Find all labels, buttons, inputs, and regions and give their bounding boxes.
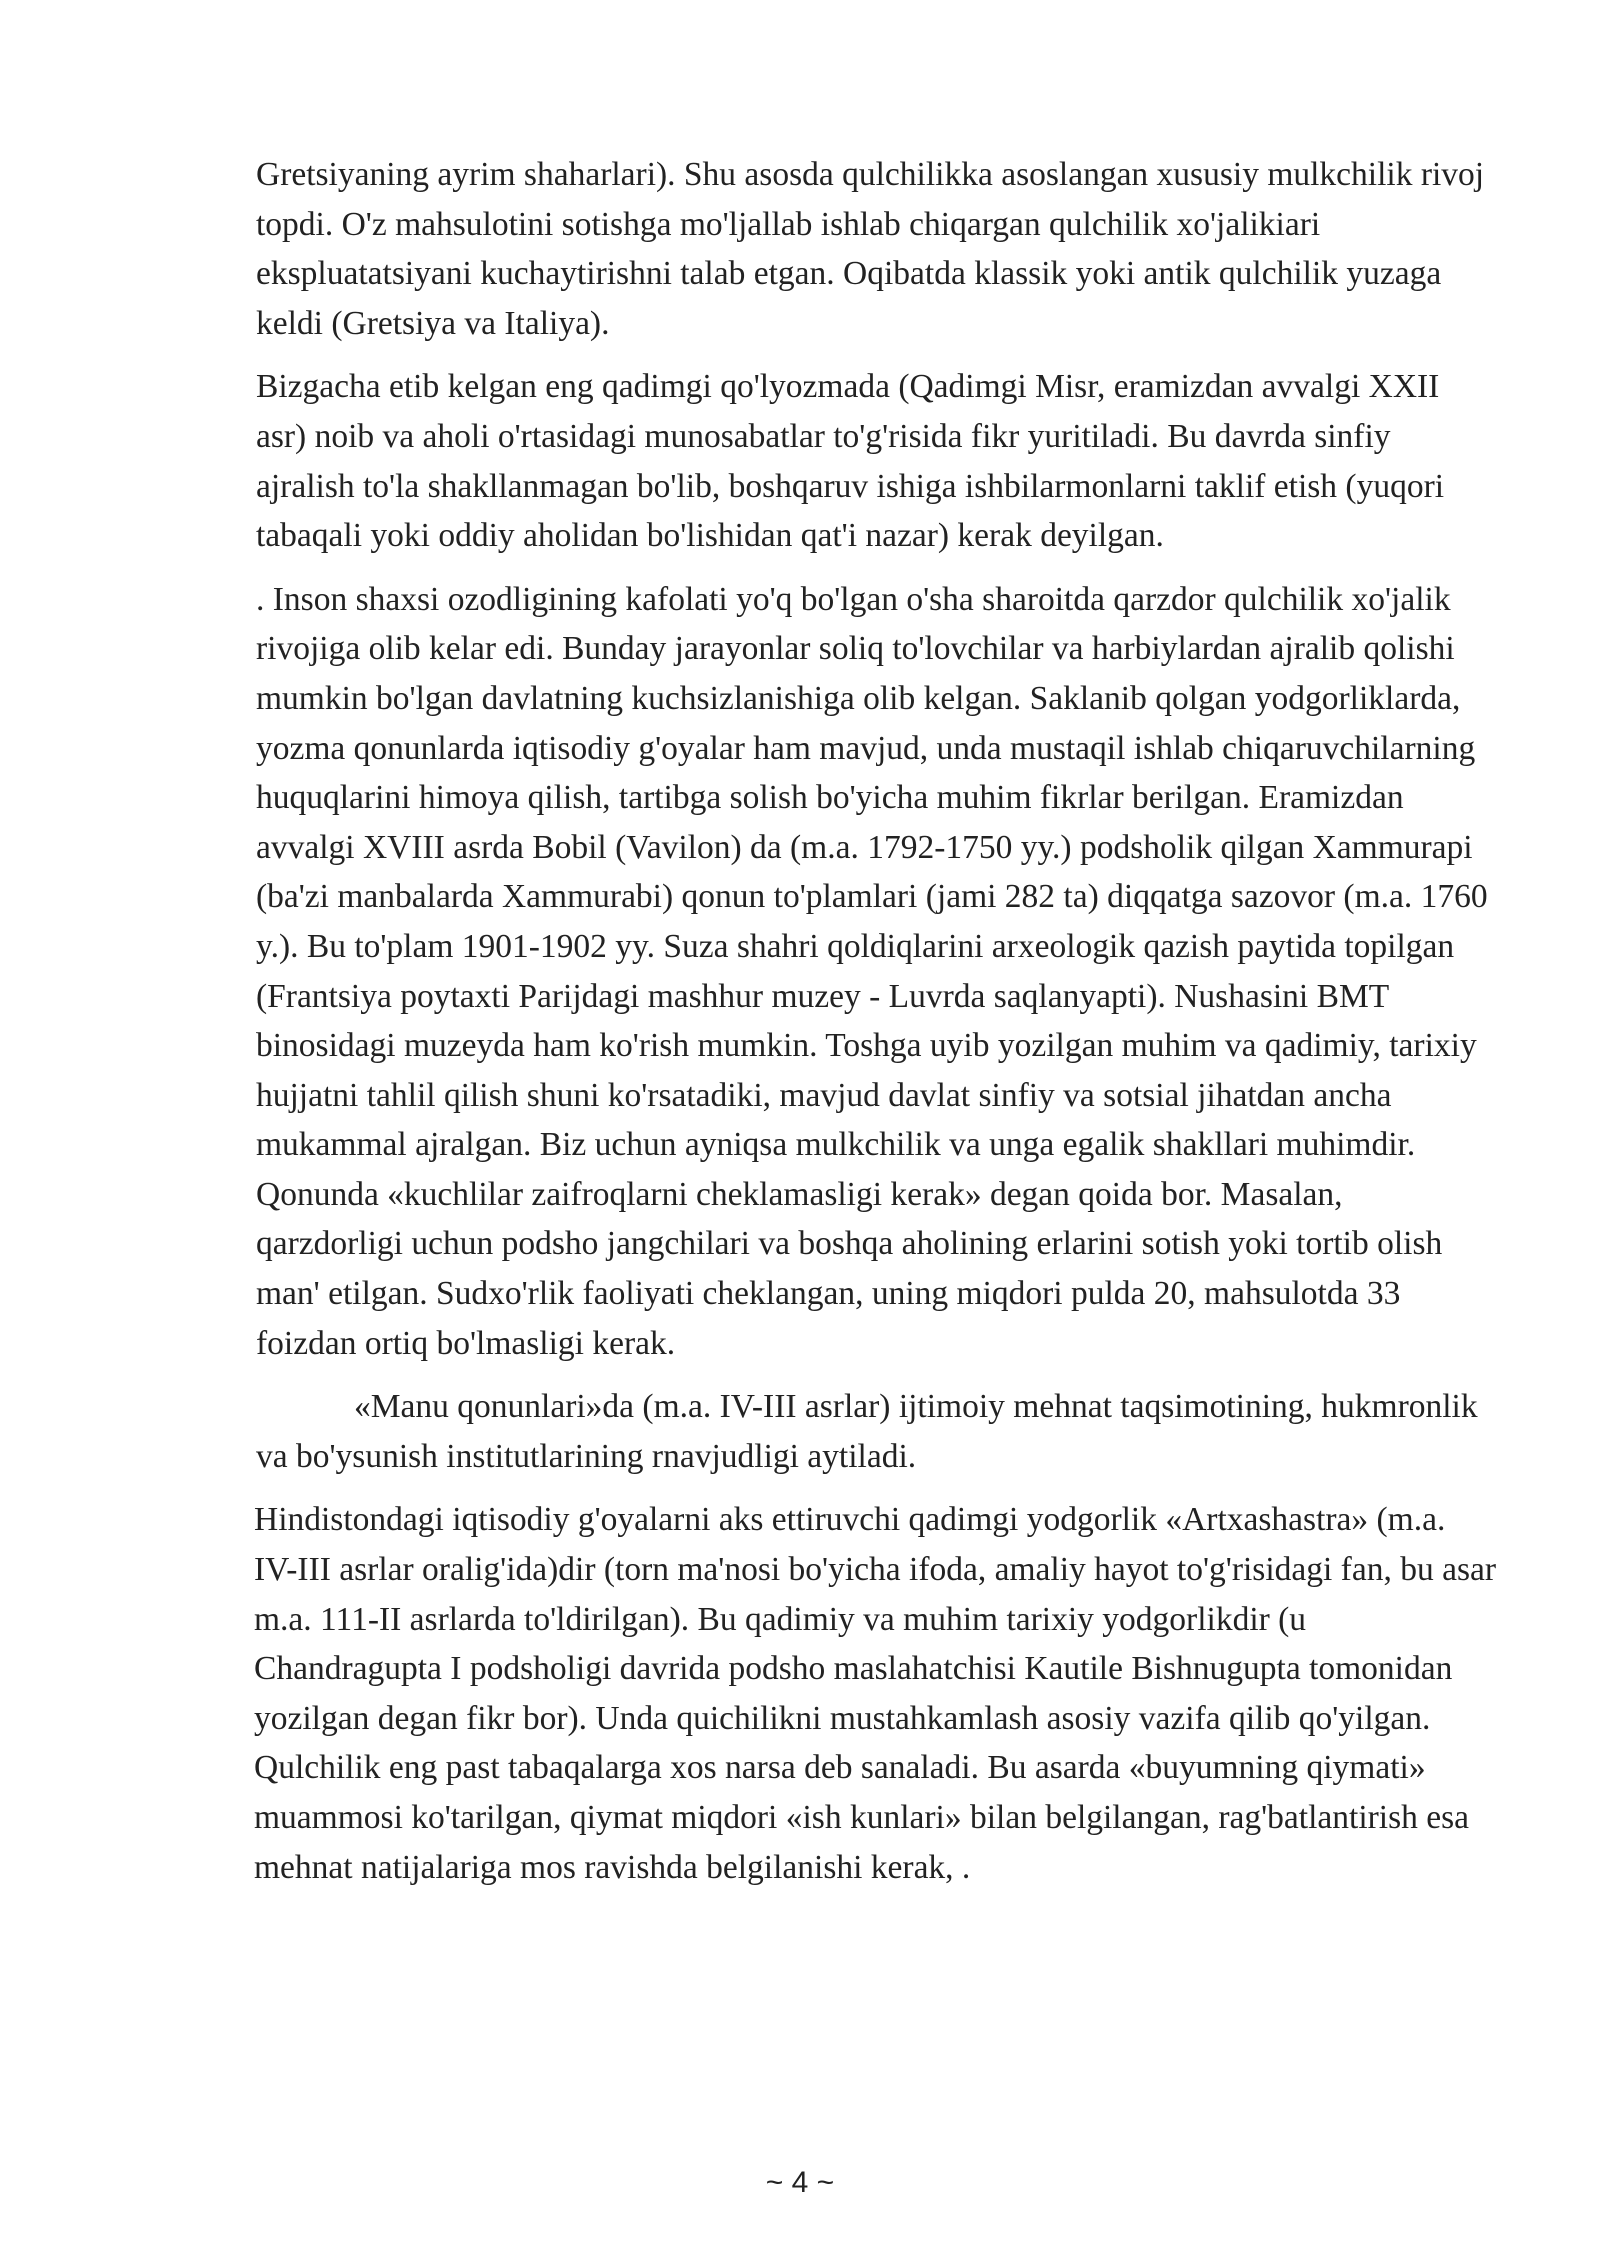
body-text bbox=[256, 150, 1496, 1906]
page-number: ~ 4 ~ bbox=[765, 2166, 835, 2199]
paragraph-2: Bizgacha etib kelgan eng qadimgi qo'lyozmada (Qadimgi Misr, eramizdan avvalgi XXII asr) noib va aholi o'rtasidagi munosabatlar to'g'risida fikr yuritiladi. Bu davrda sinfiy ajralish to'la shakllanmagan bo'lib, boshqaruv ishiga ishbilarmonlarni taklif etish (yuqori tabaqali yoki oddiy aholidan bo'lishidan qat'i nazar) kerak deyilgan. bbox=[256, 368, 1445, 555]
paragraph-4: «Manu qonunlari»da (m.a. IV-III asrlar) ijtimoiy mehnat taqsimotining, hukmronlik va bo'ysunish institutlarining rnavjudligi aytiladi. bbox=[256, 1388, 1478, 1475]
paragraph-3: . Inson shaxsi ozodligining kafolati yo'q bo'lgan o'sha sharoitda qarzdor qulchilik xo'jalik rivojiga olib kelar edi. Bunday jarayonlar soliq to'lovchilar va harbiylardan ajralib qolishi mumkin bo'lgan davlatning kuchsizlanishiga olib kelgan. Saklanib qolgan yodgorliklarda, yozma qonunlarda iqtisodiy g'oyalar ham mavjud, unda mustaqil ishlab chiqaruvchilarning huquqlarini himoya qilish, tartibga solish bo'yicha muhim fikrlar berilgan. Eramizdan avvalgi XVIII asrda Bobil (Vavilon) da (m.a. 1792-1750 yy.) podsholik qilgan Xammurapi (ba'zi manbalarda Xammurabi) qonun to'plamlari (jami 282 ta) diqqatga sazovor (m.a. 1760 y.). Bu to'plam 1901-1902 yy. Suza shahri qoldiqlarini arxeologik qazish paytida topilgan (Frantsiya poytaxti Parijdagi mashhur muzey - Luvrda saqlanyapti). Nushasini BMT binosidagi muzeyda ham ko'rish mumkin. Toshga uyib yozilgan muhim va qadimiy, tarixiy hujjatni tahlil qilish shuni ko'rsatadiki, mavjud davlat sinfiy va sotsial jihatdan ancha mukammal ajralgan. Biz uchun ayniqsa mulkchilik va unga egalik shakllari muhimdir. Qonunda «kuchlilar zaifroqlarni cheklamasligi kerak» degan qoida bor. Masalan, qarzdorligi uchun podsho jangchilari va boshqa aholining erlarini sotish yoki tortib olish man' etilgan. Sudxo'rlik faoliyati cheklangan, uning miqdori pulda 20, mahsulotda 33 foizdan ortiq bo'lmasligi kerak. bbox=[256, 580, 1488, 1362]
paragraph-5: Hindistondagi iqtisodiy g'oyalarni aks ettiruvchi qadimgi yodgorlik «Artxashastra» (m.a. IV-III asrlar oralig'ida)dir (torn ma'nosi bo'yicha ifoda, amaliy hayot to'g'risidagi fan, bu asar m.a. 111-II asrlarda to'ldirilgan). Bu qadimiy va muhim tarixiy yodgorlikdir (u Chandragupta I podsholigi davrida podsho maslahatchisi Kautile Bishnugupta tomonidan yozilgan degan fikr bor). Unda quichilikni mustahkamlash asosiy vazifa qilib qo'yilgan. Qulchilik eng past tabaqalarga xos narsa deb sanaladi. Bu asarda «buyumning qiymati» muammosi ko'tarilgan, qiymat miqdori «ish kunlari» bilan belgilangan, rag'batlantirish esa mehnat natijalariga mos ravishda belgilanishi kerak, . bbox=[254, 1501, 1497, 1886]
paragraph-1: Gretsiyaning ayrim shaharlari). Shu asosda qulchilikka asoslangan xususiy mulkchilik rivoj topdi. O'z mahsulotini sotishga mo'ljallab ishlab chiqargan qulchilik xo'jalikiari ekspluatatsiyani kuchaytirishni talab etgan. Oqibatda klassik yoki antik qulchilik yuzaga keldi (Gretsiya va Italiya). bbox=[256, 156, 1485, 342]
